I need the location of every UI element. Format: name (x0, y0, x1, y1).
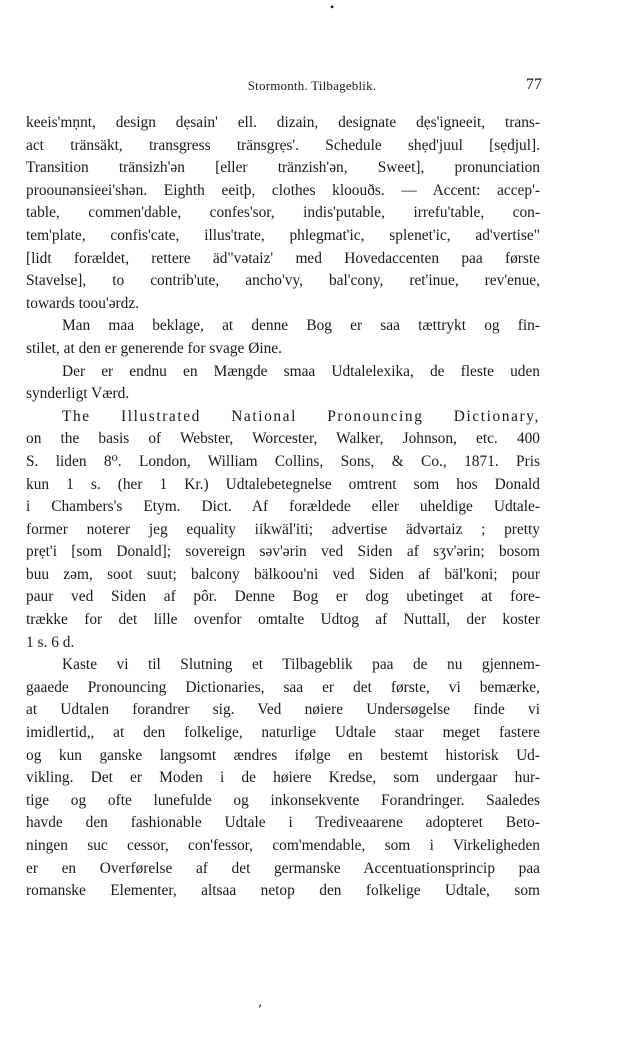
text-line: towards toou'ərdz. (26, 294, 140, 312)
text-line: havde den fashionable Udtale i Trediveaarene adopteret Beto- (26, 814, 540, 832)
text-line: er en Overførelse af det germanske Accentuationsprincip paa (26, 859, 540, 877)
text-line: imidlertid,, at den folkelige, naturlige Udtale staar meget fastere (26, 724, 540, 742)
text-line: table, commen'dable, confes'sor, indis'putable, irrefu'table, con- (26, 204, 540, 222)
text-line: gaaede Pronouncing Dictionaries, saa er det første, vi bemærke, (26, 678, 540, 696)
text-line: synderligt Værd. (26, 385, 130, 403)
text-line: Stavelse], to contrib'ute, ancho'vy, bal'cony, ret'inue, rev'enue, (26, 272, 540, 290)
text-line: paur ved Siden af pôr. Denne Bog er dog ubetinget at fore- (26, 588, 540, 606)
text-line: og kun ganske langsomt ændres ifølge en bestemt historisk Ud- (26, 746, 540, 764)
text-line: tem'plate, confis'cate, illus'trate, phlegmat'ic, splenet'ic, ad'vertise" (26, 226, 540, 244)
text-line: i Chambers's Etym. Dict. Af forældede eller uheldige Udtale- (26, 498, 540, 516)
text-line: proounənsieei'shən. Eighth eeitþ, clothes kloouðs. — Accent: accep'- (26, 181, 540, 199)
text-line: on the basis of Webster, Worcester, Walker, Johnson, etc. 400 (26, 430, 540, 448)
text-line: Der er endnu en Mængde smaa Udtalelexika, de fleste uden (62, 362, 540, 380)
text-line: Kaste vi til Slutning et Tilbageblik paa de nu gjennem- (62, 656, 540, 674)
top-mark: • (330, 0, 335, 14)
text-line: The Illustrated National Pronouncing Dictionary, (62, 407, 540, 425)
text-line: trække for det lille ovenfor omtalte Udtog af Nuttall, der koster (26, 611, 540, 629)
running-header (0, 78, 624, 100)
text-line: former noterer jeg equality iikwäl'iti; advertise ädvərtaiz ; pretty (26, 520, 540, 538)
text-line: S. liden 8⁰. London, William Collins, Sons, & Co., 1871. Pris (26, 452, 540, 470)
text-line: prẹt'i [som Donald]; sovereign səv'ərin ved Siden af sʒv'ərin; bosom (26, 543, 540, 561)
bottom-mark: ٬ (258, 1002, 263, 1017)
text-line: tige og ofte lunefulde og inkonsekvente Forandringer. Saaledes (26, 791, 540, 809)
page-number: 77 (526, 76, 542, 93)
text-line: buu zəm, soot suut; balcony bälkoou'ni ved Siden af bäl'koni; pour (26, 565, 540, 583)
text-line: Transition tränsizh'ən [eller tränzish'ən, Sweet], pronunciation (26, 159, 540, 177)
text-line: at Udtalen forandrer sig. Ved nøiere Undersøgelse finde vi (26, 701, 540, 719)
text-line: vikling. Det er Moden i de høiere Kredse, som undergaar hur- (26, 769, 540, 787)
header-title: Stormonth. Tilbageblik. (247, 78, 377, 93)
text-line: keeis'mṇnt, design dẹsain' ell. dizain, designate dẹs'igneeit, trans- (26, 114, 540, 131)
text-line: stilet, at den er generende for svage Øine. (26, 339, 282, 357)
text-line: kun 1 s. (her 1 Kr.) Udtalebetegnelse omtrent som hos Donald (26, 475, 540, 493)
text-line: romanske Elementer, altsaa netop den folkelige Udtale, som (26, 882, 540, 900)
body-text (26, 112, 540, 903)
text-line: 1 s. 6 d. (26, 633, 75, 651)
text-line: act tränsäkt, transgress tränsgrẹs'. Schedule shẹd'juul [sẹdjul]. (26, 136, 540, 154)
text-line: [lidt forældet, rettere äd"vətaiz' med Hovedaccenten paa første (26, 249, 540, 267)
text-line: ningen suc cessor, con'fessor, com'mendable, som i Virkeligheden (26, 837, 540, 854)
text-line: Man maa beklage, at denne Bog er saa tættrykt og fin- (62, 317, 540, 335)
